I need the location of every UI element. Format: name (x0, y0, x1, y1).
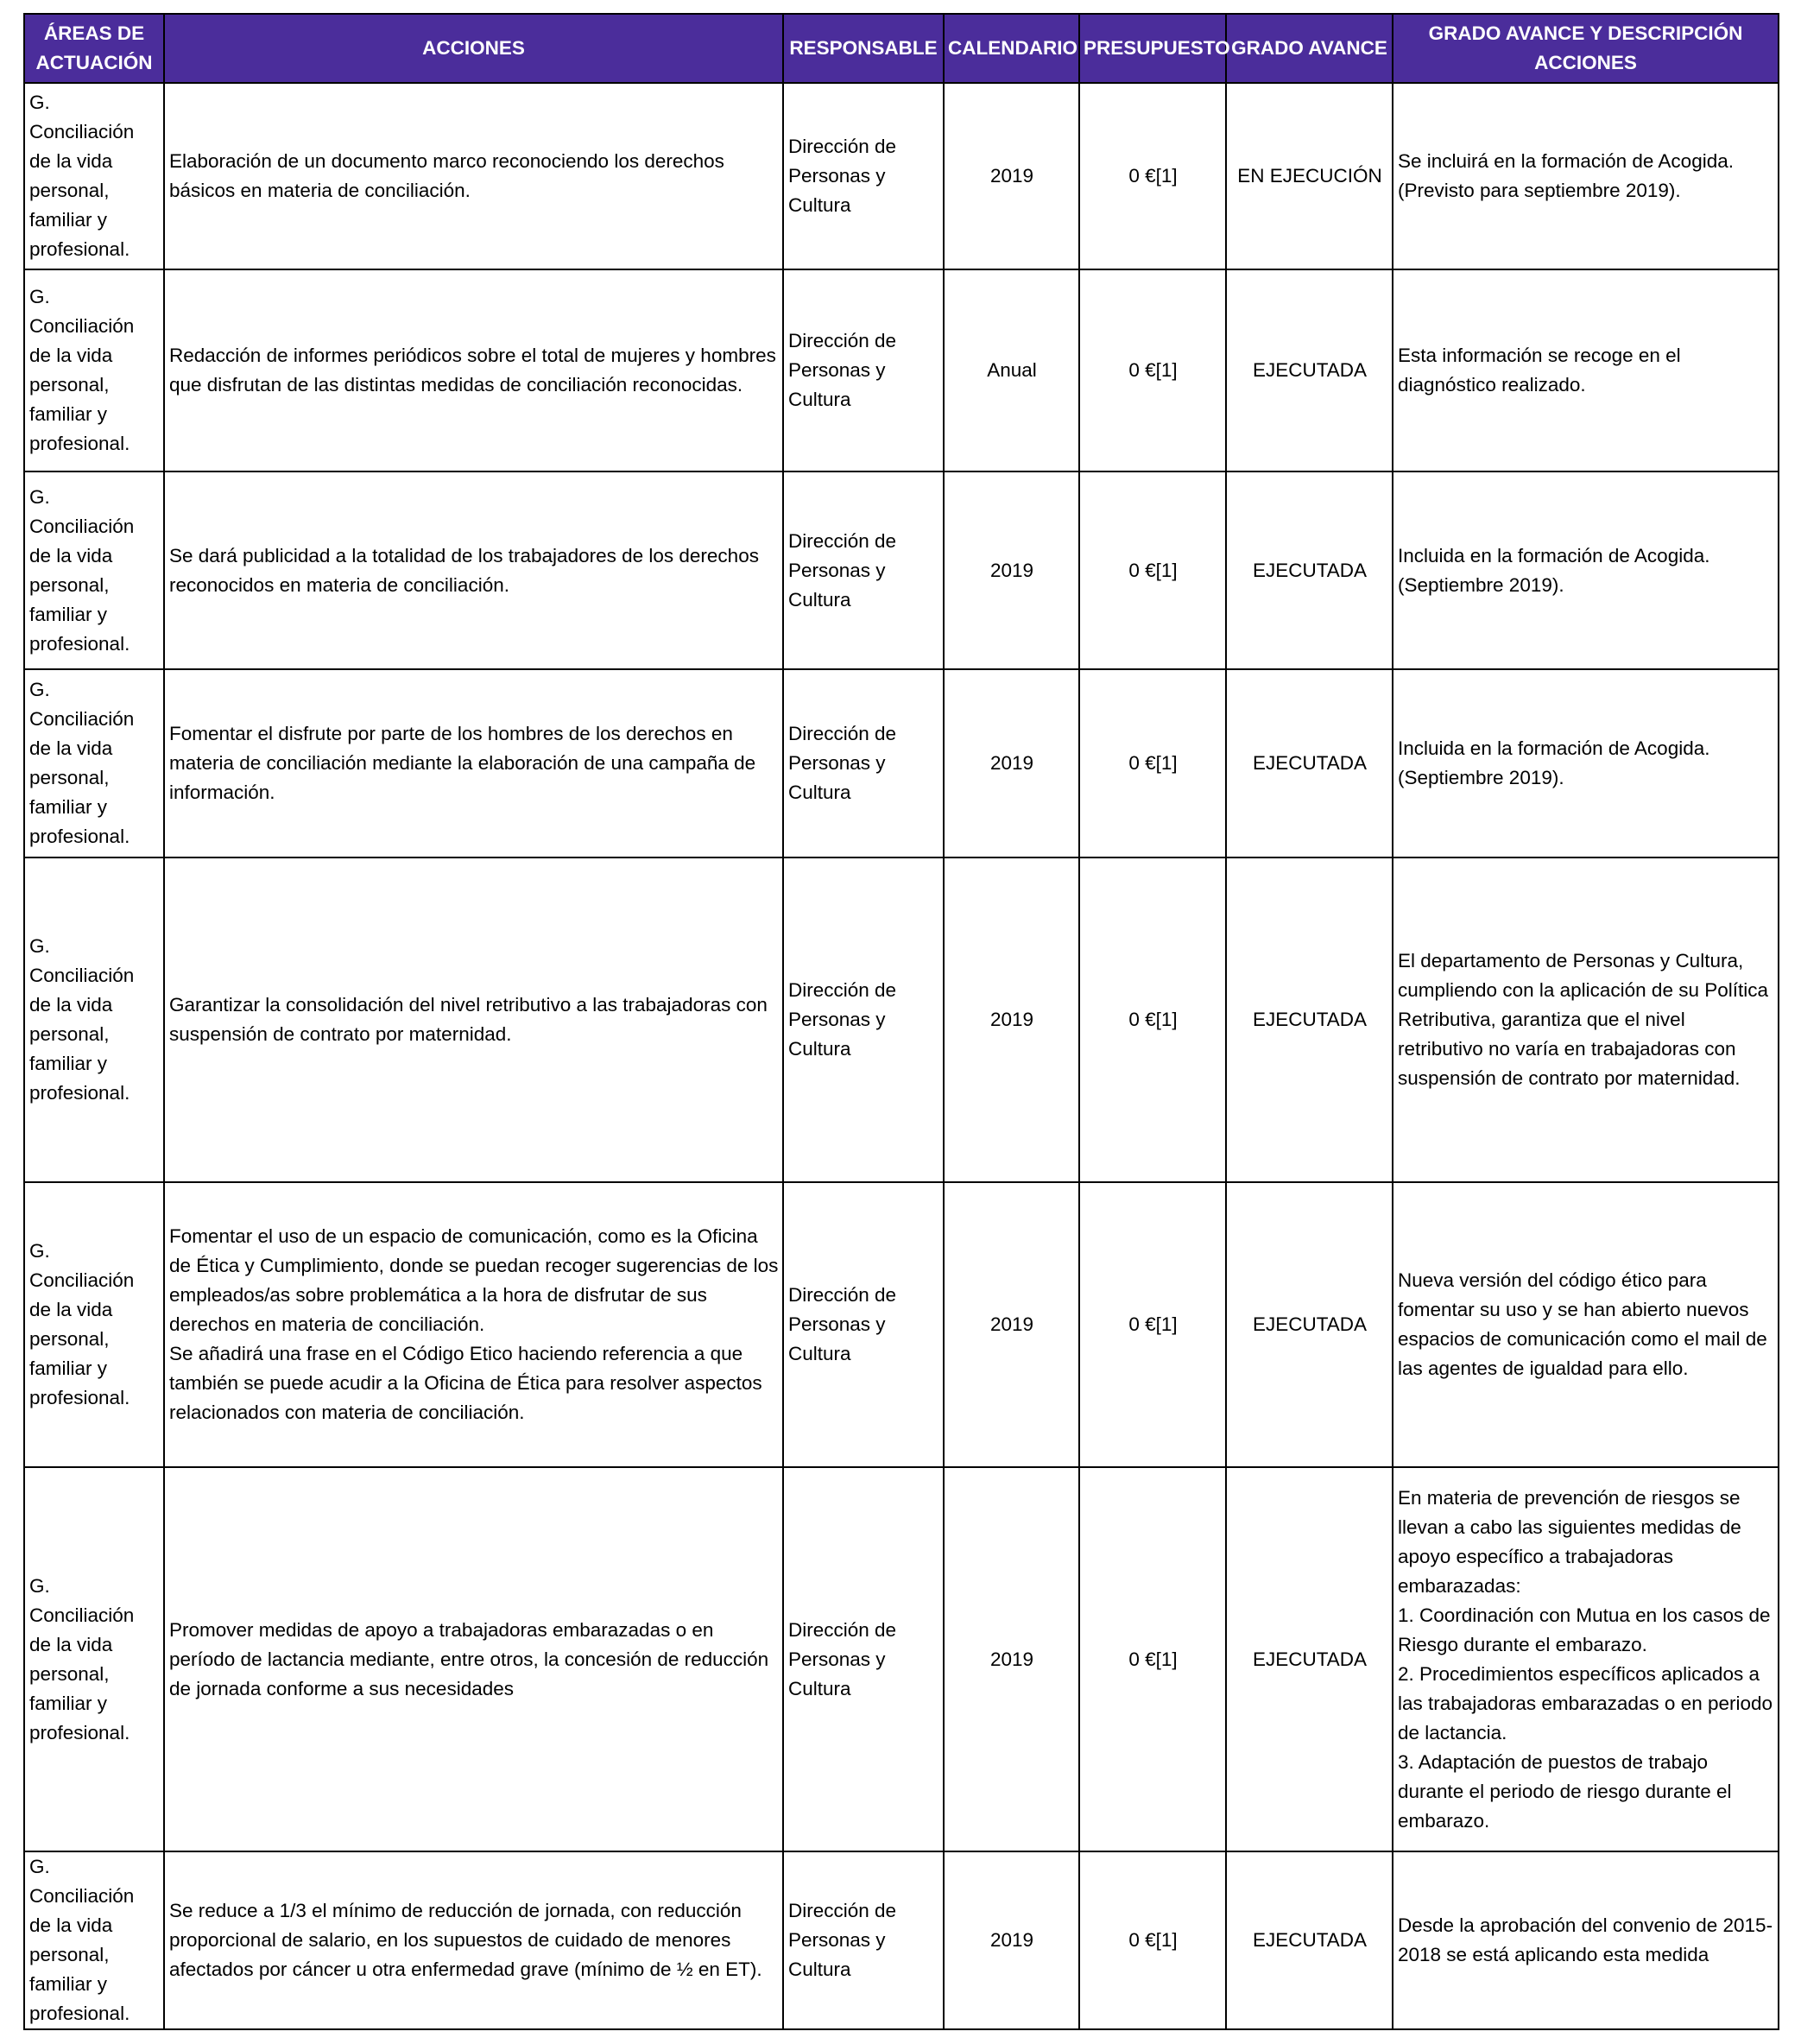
table-row (24, 857, 1779, 1182)
calendario-cell: 2019 (944, 1851, 1079, 2029)
calendario-cell: 2019 (944, 669, 1079, 857)
responsable-cell: Dirección de Personas y Cultura (783, 1467, 944, 1851)
grado-cell: EJECUTADA (1226, 857, 1393, 1182)
area-cell: G. Conciliación de la vida personal, familiar y profesional. (24, 471, 164, 669)
descripcion-cell: El departamento de Personas y Cultura, cumpliendo con la aplicación de su Política Retributiva, garantiza que el nivel retributivo no varía en trabajadoras con suspensión de contrato por maternidad. (1393, 857, 1779, 1182)
presupuesto-cell: 0 €[1] (1079, 269, 1226, 471)
presupuesto-cell: 0 €[1] (1079, 857, 1226, 1182)
descripcion-cell: Se incluirá en la formación de Acogida. (Previsto para septiembre 2019). (1393, 83, 1779, 269)
descripcion-cell: Nueva versión del código ético para fomentar su uso y se han abierto nuevos espacios de comunicación como el mail de las agentes de igualdad para ello. (1393, 1182, 1779, 1467)
responsable-cell: Dirección de Personas y Cultura (783, 857, 944, 1182)
table-row (24, 83, 1779, 269)
presupuesto-cell: 0 €[1] (1079, 471, 1226, 669)
table-row (24, 269, 1779, 471)
area-cell: G. Conciliación de la vida personal, familiar y profesional. (24, 1182, 164, 1467)
presupuesto-cell: 0 €[1] (1079, 1851, 1226, 2029)
descripcion-cell: Incluida en la formación de Acogida. (Septiembre 2019). (1393, 669, 1779, 857)
accion-cell: Se dará publicidad a la totalidad de los trabajadores de los derechos reconocidos en materia de conciliación. (164, 471, 783, 669)
accion-cell: Promover medidas de apoyo a trabajadoras embarazadas o en período de lactancia mediante, entre otros, la concesión de reducción de jornada conforme a sus necesidades (164, 1467, 783, 1851)
area-cell: G. Conciliación de la vida personal, familiar y profesional. (24, 83, 164, 269)
grado-cell: EJECUTADA (1226, 1467, 1393, 1851)
grado-cell: EJECUTADA (1226, 269, 1393, 471)
responsable-cell: Dirección de Personas y Cultura (783, 471, 944, 669)
presupuesto-cell: 0 €[1] (1079, 669, 1226, 857)
responsable-cell: Dirección de Personas y Cultura (783, 1182, 944, 1467)
header-areas: ÁREAS DE ACTUACIÓN (24, 14, 164, 83)
header-responsable: RESPONSABLE (783, 14, 944, 83)
header-acciones: ACCIONES (164, 14, 783, 83)
area-cell: G. Conciliación de la vida personal, familiar y profesional. (24, 269, 164, 471)
descripcion-cell: Incluida en la formación de Acogida. (Septiembre 2019). (1393, 471, 1779, 669)
grado-cell: EJECUTADA (1226, 1851, 1393, 2029)
descripcion-cell: Esta información se recoge en el diagnóstico realizado. (1393, 269, 1779, 471)
accion-cell: Garantizar la consolidación del nivel retributivo a las trabajadoras con suspensión de contrato por maternidad. (164, 857, 783, 1182)
grado-cell: EJECUTADA (1226, 1182, 1393, 1467)
responsable-cell: Dirección de Personas y Cultura (783, 1851, 944, 2029)
table-row (24, 669, 1779, 857)
area-cell: G. Conciliación de la vida personal, familiar y profesional. (24, 1851, 164, 2029)
accion-cell: Fomentar el disfrute por parte de los hombres de los derechos en materia de conciliación mediante la elaboración de una campaña de información. (164, 669, 783, 857)
table-row (24, 1851, 1779, 2029)
area-cell: G. Conciliación de la vida personal, familiar y profesional. (24, 669, 164, 857)
descripcion-cell: Desde la aprobación del convenio de 2015-2018 se está aplicando esta medida (1393, 1851, 1779, 2029)
grado-cell: EJECUTADA (1226, 471, 1393, 669)
area-cell: G. Conciliación de la vida personal, familiar y profesional. (24, 857, 164, 1182)
presupuesto-cell: 0 €[1] (1079, 1467, 1226, 1851)
responsable-cell: Dirección de Personas y Cultura (783, 269, 944, 471)
presupuesto-cell: 0 €[1] (1079, 83, 1226, 269)
header-descripcion: GRADO AVANCE Y DESCRIPCIÓN ACCIONES (1393, 14, 1779, 83)
accion-cell: Redacción de informes periódicos sobre el total de mujeres y hombres que disfrutan de las distintas medidas de conciliación reconocidas. (164, 269, 783, 471)
calendario-cell: 2019 (944, 1182, 1079, 1467)
header-grado-avance: GRADO AVANCE (1226, 14, 1393, 83)
accion-cell: Elaboración de un documento marco reconociendo los derechos básicos en materia de conciliación. (164, 83, 783, 269)
responsable-cell: Dirección de Personas y Cultura (783, 83, 944, 269)
conciliation-actions-table (23, 13, 1779, 2030)
grado-cell: EN EJECUCIÓN (1226, 83, 1393, 269)
responsable-cell: Dirección de Personas y Cultura (783, 669, 944, 857)
table-row (24, 1182, 1779, 1467)
descripcion-cell: En materia de prevención de riesgos se llevan a cabo las siguientes medidas de apoyo específico a trabajadoras embarazadas: 1. Coordinación con Mutua en los casos de Riesgo durante el embarazo. 2. Procedimientos específicos aplicados a las trabajadoras embarazadas o en periodo de lactancia. 3. Adaptación de puestos de trabajo durante el periodo de riesgo durante el embarazo. (1393, 1467, 1779, 1851)
header-presupuesto: PRESUPUESTO (1079, 14, 1226, 83)
header-calendario: CALENDARIO (944, 14, 1079, 83)
table-row (24, 471, 1779, 669)
area-cell: G. Conciliación de la vida personal, familiar y profesional. (24, 1467, 164, 1851)
calendario-cell: 2019 (944, 83, 1079, 269)
table-row (24, 1467, 1779, 1851)
accion-cell: Fomentar el uso de un espacio de comunicación, como es la Oficina de Ética y Cumplimiento, donde se puedan recoger sugerencias de los empleados/as sobre problemática a la hora de disfrutar de sus derechos en materia de conciliación. Se añadirá una frase en el Código Etico haciendo referencia a que también se puede acudir a la Oficina de Ética para resolver aspectos relacionados con materia de conciliación. (164, 1182, 783, 1467)
accion-cell: Se reduce a 1/3 el mínimo de reducción de jornada, con reducción proporcional de salario, en los supuestos de cuidado de menores afectados por cáncer u otra enfermedad grave (mínimo de ½ en ET). (164, 1851, 783, 2029)
header-row (24, 14, 1779, 83)
grado-cell: EJECUTADA (1226, 669, 1393, 857)
calendario-cell: Anual (944, 269, 1079, 471)
calendario-cell: 2019 (944, 471, 1079, 669)
calendario-cell: 2019 (944, 1467, 1079, 1851)
presupuesto-cell: 0 €[1] (1079, 1182, 1226, 1467)
calendario-cell: 2019 (944, 857, 1079, 1182)
